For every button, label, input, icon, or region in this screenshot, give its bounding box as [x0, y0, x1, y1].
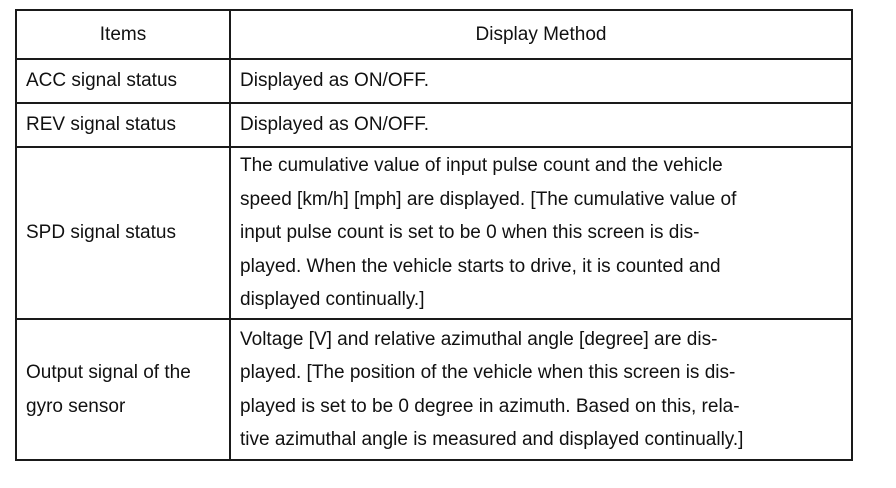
item-text: SPD signal status — [26, 222, 176, 244]
header-items: Items — [16, 10, 230, 59]
display-method-table — [15, 9, 853, 461]
item-text: REV signal status — [26, 114, 176, 136]
item-text-line: Output signal of the — [26, 362, 191, 383]
method-text-line: played. When the vehicle starts to drive, it is counted and — [240, 255, 721, 277]
table-header-row — [16, 10, 852, 59]
method-cell — [230, 59, 852, 103]
item-cell — [16, 319, 230, 460]
method-text: Displayed as ON/OFF. — [240, 114, 429, 136]
method-text: Displayed as ON/OFF. — [240, 70, 429, 92]
method-text-line: input pulse count is set to be 0 when this screen is dis- — [240, 222, 700, 244]
method-text-line: played. [The position of the vehicle when this screen is dis- — [240, 362, 736, 383]
method-cell — [230, 103, 852, 147]
method-text-line: displayed continually.] — [240, 289, 425, 311]
method-cell — [230, 319, 852, 460]
method-cell — [230, 147, 852, 319]
item-cell — [16, 103, 230, 147]
header-display-method: Display Method — [230, 10, 852, 59]
table-row-gyro — [16, 319, 852, 460]
method-text-line: The cumulative value of input pulse count and the vehicle — [240, 155, 723, 177]
table-row-spd — [16, 147, 852, 319]
table-row-rev — [16, 103, 852, 147]
item-text-line: gyro sensor — [26, 395, 126, 417]
method-text-line: tive azimuthal angle is measured and displayed continually.] — [240, 429, 744, 450]
method-text-line: Voltage [V] and relative azimuthal angle [degree] are dis- — [240, 328, 718, 350]
item-text: ACC signal status — [26, 70, 178, 92]
table-row-acc — [16, 59, 852, 103]
method-text-line: played is set to be 0 degree in azimuth. Based on this, rela- — [240, 395, 740, 417]
item-cell — [16, 59, 230, 103]
item-cell — [16, 147, 230, 319]
method-text-line: speed [km/h] [mph] are displayed. [The cumulative value of — [240, 188, 737, 210]
